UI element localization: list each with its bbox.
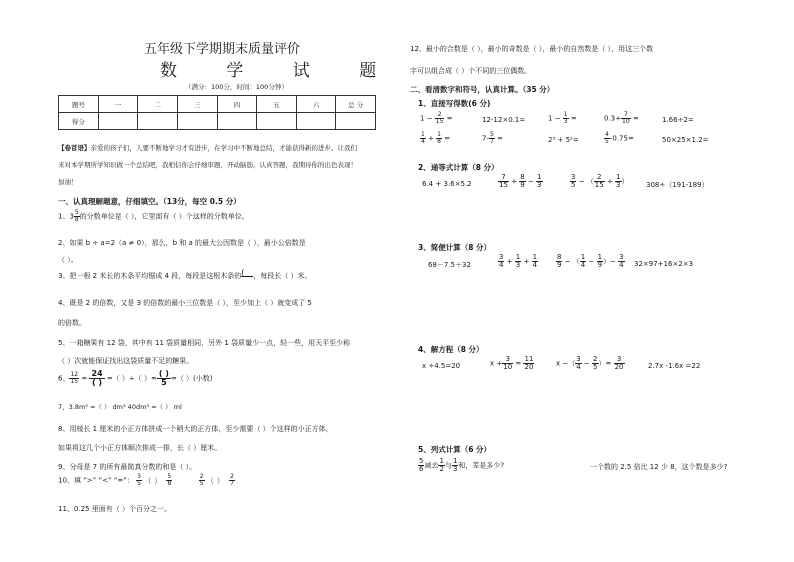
fraction-numerator: 2 — [593, 355, 598, 363]
fraction — [498, 174, 509, 189]
fraction — [621, 112, 631, 125]
word-problem-1-text: 减去 — [424, 461, 439, 470]
fraction-numerator: 12 — [70, 371, 79, 378]
question-1 — [58, 210, 249, 223]
fraction-denominator: 15 — [70, 378, 79, 385]
score-table-score-row — [59, 113, 376, 130]
preface-line-1 — [58, 143, 357, 152]
step-calc-3: $\frac{3}{5}$ − （ $\frac{2}{15}$ + $\frac{1}{3}$ ） — [571, 173, 629, 189]
simple-calc-2: $\frac{3}{4}$ + $\frac{1}{3}$ + $\frac{1}{4}$ — [499, 253, 538, 269]
calc-8: 2³ + 5²= — [548, 136, 579, 144]
compare-blank[interactable]: （ — [144, 476, 152, 485]
fraction-numerator: 2 — [230, 473, 234, 480]
fraction — [594, 174, 605, 189]
calc-10: 50×25×1.2= — [662, 136, 709, 144]
q1-text: 的分数单位是（ ），它里面有（ ）个这样的分数单位。 — [79, 212, 249, 221]
fraction — [575, 356, 581, 371]
question-9: 9、分母是 7 的所有最简真分数的和是（ ）。 — [58, 463, 197, 471]
question-5-cont: （ ）次就能保证找出这袋质量不足的糖果。 — [58, 357, 194, 365]
equation-2: x + $\frac{3}{10}$ = $\frac{11}{20}$ — [490, 355, 534, 371]
equation-2-text: x + — [490, 359, 503, 368]
calc-5: 1.66÷2= — [662, 116, 694, 124]
fraction-bar — [241, 276, 253, 277]
fraction — [498, 254, 504, 269]
score-blank[interactable] — [98, 113, 138, 130]
fraction-denominator: 7 — [230, 480, 234, 487]
score-blank[interactable] — [296, 113, 336, 130]
fraction-denominator: 5 — [199, 480, 204, 487]
score-table-header-row — [59, 96, 376, 113]
fraction-numerator: 4 — [605, 131, 609, 138]
fraction-denominator: 20 — [524, 363, 534, 371]
fraction-numerator: 3 — [137, 473, 141, 480]
fraction — [536, 174, 542, 189]
score-table — [58, 95, 376, 130]
fraction-denominator: 4 — [499, 261, 504, 269]
fraction — [614, 356, 625, 371]
fraction-numerator: 1 — [439, 457, 444, 465]
fraction-denominator: 4 — [576, 363, 581, 371]
fraction-denominator: 5 — [137, 480, 141, 487]
preface-lead: 【卷首语】 — [58, 144, 91, 152]
q3-fraction-blank[interactable] — [241, 268, 253, 284]
question-11: 11、0.25 里面有（ ）个百分之一。 — [58, 505, 171, 513]
score-table-cell: 五 — [257, 96, 297, 113]
question-2: 2、如果 b ÷ a=2（a ≠ 0），那么，b 和 a 的最大公因数是（ ），最小公倍数是 — [58, 239, 306, 247]
exam-meta: （满分：100分，时间：100分钟） — [185, 83, 288, 91]
question-2-cont: （ ）。 — [58, 256, 78, 264]
fraction-denominator: 5 — [571, 181, 576, 189]
preface-line-3: 加油！ — [58, 178, 78, 186]
fraction-numerator: 2 — [435, 112, 445, 119]
score-blank[interactable] — [257, 113, 297, 130]
question-3 — [58, 268, 312, 284]
preface-line-2: 来对本学期所学知识做一个总结吧，我相信你会仔细审题，开动脑筋，认真答题，我期待你的出色表现！ — [58, 161, 357, 169]
fraction — [597, 254, 603, 269]
fraction-numerator: 24 — [91, 369, 103, 378]
fraction-denominator: 6 — [419, 465, 424, 473]
q6-fraction — [69, 372, 79, 385]
fraction-denominator: 20 — [614, 363, 624, 371]
word-problem-2: 一个数的 2.5 倍比 12 少 8，这个数是多少? — [590, 463, 728, 471]
question-8: 8、用棱长 1 厘米的小正方体拼成一个稍大的正方体，至少需要（ ）个这样的小正方体， — [58, 425, 333, 433]
part3-title: 3、简便计算（8 分） — [418, 243, 492, 252]
equation-4: 2.7x -1.6x =22 — [648, 362, 701, 370]
fraction-numerator: 11 — [524, 355, 534, 363]
question-8-cont: 如果将这几个小正方体顺次排成一排，长（ ）厘米。 — [58, 444, 222, 452]
fraction-numerator: 3 — [614, 356, 625, 364]
fraction-numerator: 1 — [563, 111, 568, 118]
fraction-denominator: 8 — [167, 480, 172, 487]
fraction-denominator: 15 — [594, 181, 604, 189]
fraction-denominator: 3 — [452, 465, 458, 473]
q3-text: 3、把一根 2 米长的木条平均锯成 4 段，每段是这根木条的 — [58, 272, 242, 280]
step-calc-2: $\frac{7}{15}$ + $\frac{8}{9}$ − $\frac{1}{3}$ — [499, 173, 542, 189]
exam-title: 五年级下学期期末质量评价 — [144, 42, 301, 57]
fraction-denominator: 5 — [593, 363, 598, 371]
fraction-denominator: 2 — [439, 465, 444, 473]
fraction-denominator: 4 — [580, 261, 586, 269]
fraction — [570, 174, 576, 189]
fraction-numerator: 1 — [597, 253, 603, 261]
score-table-cell: 六 — [296, 96, 336, 113]
q10-fraction-3 — [199, 474, 205, 487]
fraction-numerator: 7 — [621, 112, 631, 119]
fraction-numerator: 5 — [419, 457, 424, 465]
fraction-numerator: 3 — [576, 355, 581, 363]
score-table-cell: 题号 — [59, 96, 99, 113]
fraction-denominator: 4 — [532, 261, 538, 269]
question-12-cont: 字可以组合成（ ）个不同的三位偶数。 — [410, 67, 532, 75]
question-6: 6、 $\frac{12}{15}$ = 24 ( ) =（ ）÷（ ）= ( ) 5 =（ ）(小数) — [58, 369, 213, 387]
part2-title: 2、递等式计算（8 分） — [418, 163, 499, 172]
section2-title: 二、看清数字和符号，认真计算。（35 分） — [410, 85, 555, 94]
fraction-numerator: 1 — [580, 253, 586, 261]
question-7: 7、3.8m³ =（ ） dm³ 40dm³ =（ ） ml — [58, 403, 182, 411]
score-table-cell: 三 — [177, 96, 217, 113]
calc-3: 1 − $\frac{1}{3}$ = — [548, 111, 577, 125]
fraction-denominator: 5 — [605, 138, 609, 145]
fraction-denominator: 7 — [489, 138, 494, 145]
fraction-numerator: 5 — [167, 473, 172, 480]
question-10 — [58, 474, 235, 487]
q6-text-2: =（ ）(小数) — [170, 374, 213, 383]
score-table-cell: 一 — [98, 96, 138, 113]
score-table-cell: 总 分 — [336, 96, 376, 113]
calc-9-text: -0.75= — [609, 134, 634, 143]
question-4-cont: 的倍数。 — [58, 319, 86, 327]
fraction-numerator: 1 — [421, 131, 425, 138]
fraction-numerator: 3 — [499, 253, 504, 261]
step-calc-1: 6.4 + 3.6×5.2 — [422, 180, 472, 188]
fraction-denominator: 5 — [161, 378, 167, 387]
score-blank[interactable] — [336, 113, 376, 130]
section1-title: 一、认真理解题意，仔细填空。（13分，每空 0.5 分） — [58, 197, 241, 206]
fraction-denominator: 9 — [597, 261, 603, 269]
paren-mark: ( — [241, 268, 245, 277]
question-5: 5、一箱糖果有 12 袋，其中有 11 袋质量相同，另外 1 袋质量少一点，轻一些，用天平至少称 — [58, 339, 351, 347]
fraction-denominator: 3 — [515, 261, 521, 269]
score-table-cell: 二 — [138, 96, 178, 113]
part5-title: 5、列式计算（6 分） — [418, 445, 492, 454]
q6-prefix: 6、 — [58, 374, 70, 383]
fraction — [532, 254, 538, 269]
fraction — [523, 356, 534, 371]
exam-subject: 数 学 试 题 — [160, 61, 399, 81]
question-12: 12、最小的合数是（ ），最小的奇数是（ ），最小的自然数是（ ），用这三个数 — [410, 45, 654, 53]
fraction-denominator: 4 — [619, 261, 624, 269]
fraction — [515, 254, 521, 269]
q6-text: =（ ）÷（ ）= — [106, 374, 157, 383]
simple-calc-4: 32×97+16×2×3 — [634, 260, 694, 268]
fraction — [592, 356, 598, 371]
calc-1: 1 − $\frac{2}{15}$ = — [420, 111, 453, 125]
fraction — [436, 132, 442, 145]
q6-big-fraction — [89, 370, 104, 387]
fraction-denominator: 10 — [622, 118, 630, 125]
preface-text: 亲爱的孩子们，人要不断地学习才有进步，在学习中不断地总结，才能获得新的进步。让我们 — [90, 144, 357, 152]
fraction-numerator: 1 — [515, 253, 521, 261]
fraction — [420, 132, 426, 145]
score-blank[interactable] — [138, 113, 178, 130]
fraction-numerator: 8 — [520, 173, 525, 181]
step-calc-4: 308÷（191-189） — [646, 181, 709, 189]
question-4: 4、既是 2 的倍数，又是 3 的倍数的最小三位数是（ ），至少加上（ ）就变成了 5 — [58, 299, 312, 307]
fraction-denominator: 3 — [563, 118, 568, 125]
equation-3: x −（ $\frac{3}{4}$ − $\frac{2}{5}$ ）= $\frac{3}{20}$ — [556, 355, 624, 371]
fraction — [580, 254, 586, 269]
fraction-numerator: ( ) — [158, 369, 169, 378]
fraction-denominator: 3 — [537, 181, 542, 189]
q10-fraction-4 — [229, 474, 235, 487]
fraction-numerator: 1 — [452, 457, 458, 465]
fraction — [556, 254, 562, 269]
fraction-denominator: 15 — [499, 181, 508, 189]
fraction — [618, 254, 624, 269]
fraction-denominator: 9 — [557, 261, 562, 269]
fraction-numerator: 7 — [498, 174, 509, 182]
part4-title: 4、解方程（8 分） — [418, 345, 484, 354]
fraction-denominator: 3 — [616, 181, 621, 189]
calc-9 — [604, 132, 634, 145]
q1-prefix: 1、3 — [58, 212, 74, 221]
part1-title: 1、直接写得数(6 分) — [418, 99, 491, 108]
fraction-numerator: 3 — [571, 173, 576, 181]
fraction-numerator: 1 — [537, 173, 542, 181]
fraction — [615, 174, 621, 189]
fraction-numerator: 1 — [437, 131, 441, 138]
word-problem-1-text-3: 和，差是多少? — [458, 461, 505, 470]
fraction-numerator: 3 — [502, 356, 513, 364]
score-table-cell: 得分 — [59, 113, 99, 130]
score-blank[interactable] — [177, 113, 217, 130]
fraction-denominator: 8 — [74, 216, 79, 223]
word-problem-1 — [418, 458, 504, 473]
calc-4-text: 0.3+ — [604, 114, 621, 123]
fraction-numerator: 8 — [557, 253, 562, 261]
fraction-numerator: 2 — [594, 174, 605, 182]
compare-blank-close: ） — [216, 476, 224, 485]
score-table-cell: 四 — [217, 96, 257, 113]
fraction-denominator: 9 — [520, 181, 525, 189]
fraction-numerator: 2 — [199, 473, 204, 480]
fraction — [519, 174, 525, 189]
fraction-denominator: ( ) — [91, 378, 103, 387]
fraction-denominator: 15 — [435, 118, 444, 125]
score-blank[interactable] — [217, 113, 257, 130]
fraction-numerator: 1 — [616, 173, 621, 181]
fraction-numerator: 5 — [489, 131, 494, 138]
q10-fraction-1 — [136, 474, 142, 487]
fraction-numerator: 3 — [619, 253, 624, 261]
fraction-numerator: 5 — [74, 209, 79, 216]
simple-calc-1: 68－7.5＋32 — [428, 261, 471, 269]
q3-text-2: ，每段长（ ）米。 — [253, 272, 312, 280]
fraction-numerator: 1 — [532, 253, 538, 261]
q6-big-fraction-2 — [157, 370, 171, 387]
fraction — [489, 132, 495, 145]
simple-calc-3: $\frac{8}{9}$ − （ $\frac{1}{4}$ − $\frac{1}{9}$ ）− $\frac{3}{4}$ — [557, 253, 624, 269]
fraction — [502, 356, 513, 371]
fraction-denominator: 4 — [421, 138, 425, 145]
calc-6: $\frac{1}{4}$ + $\frac{1}{8}$ = — [421, 131, 451, 145]
calc-4: 0.3+ $\frac{7}{10}$ = — [604, 111, 639, 125]
word-problem-1-text-2: 与 — [444, 461, 452, 470]
compare-blank-close: ） — [154, 476, 162, 485]
fraction-denominator: 10 — [503, 363, 513, 371]
fraction — [435, 112, 445, 125]
q10-fraction-2 — [166, 474, 172, 487]
calc-7: 7- $\frac{5}{7}$ = — [482, 131, 503, 145]
q10-text: 10、填 “>” “<” “=”： — [58, 476, 134, 485]
calc-2: 12-12×0.1= — [482, 116, 526, 124]
equation-1: x ÷4.5=20 — [422, 362, 461, 370]
calc-7-text: 7- — [482, 134, 489, 143]
fraction-denominator: 8 — [437, 138, 441, 145]
compare-blank[interactable]: （ — [206, 476, 214, 485]
fraction — [563, 112, 569, 125]
